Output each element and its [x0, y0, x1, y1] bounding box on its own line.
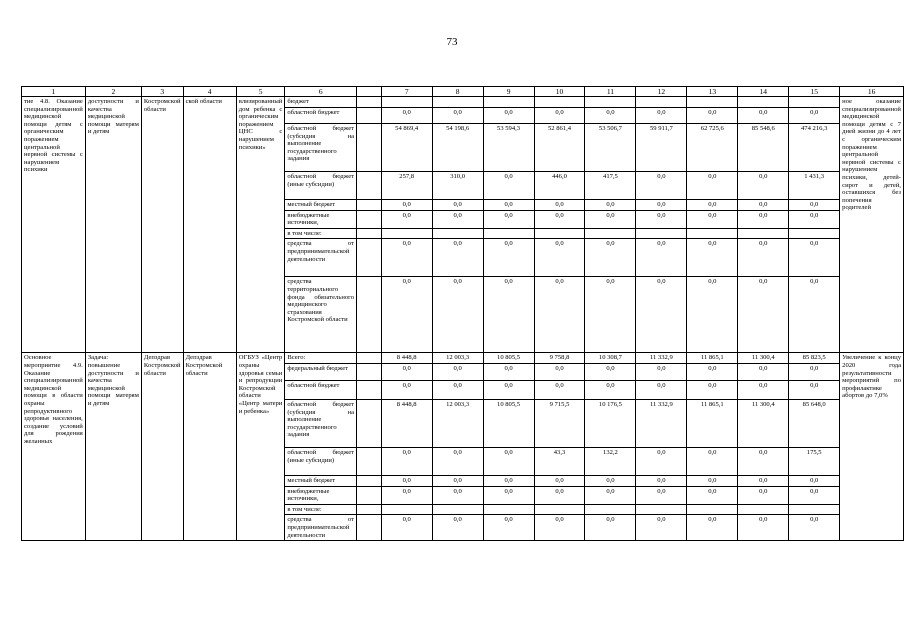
value-cell: 10 805,5: [483, 399, 534, 447]
value-cell: 0,0: [483, 239, 534, 277]
blank-cell: [357, 239, 382, 277]
header-cell: 4: [183, 87, 236, 97]
table-row: [22, 97, 904, 108]
block-4-8: [22, 97, 904, 353]
value-cell: [738, 97, 789, 108]
event-name-cell: Основное мероприятие 4.9. Оказание специализированной медицинской помощи в области охраны репродуктивного здоровья населения, создание условий для рождения желанных: [22, 353, 86, 541]
value-cell: 0,0: [636, 380, 687, 399]
value-cell: [636, 504, 687, 515]
value-cell: 0,0: [738, 172, 789, 200]
blank-cell: [357, 380, 382, 399]
value-cell: 0,0: [738, 200, 789, 211]
institution-cell: ОГБУЗ «Центр охраны здоровья семьи и репродукции Костромской области «Центр матери и ребенка»: [236, 353, 285, 541]
funding-source-label: федеральный бюджет: [285, 363, 357, 380]
value-cell: 0,0: [534, 200, 585, 211]
value-cell: 0,0: [738, 239, 789, 277]
value-cell: 0,0: [585, 210, 636, 228]
page-number: 73: [446, 36, 458, 48]
blank-cell: [357, 475, 382, 486]
blank-cell: [357, 277, 382, 353]
value-cell: 0,0: [687, 475, 738, 486]
value-cell: 0,0: [534, 239, 585, 277]
value-cell: 0,0: [687, 486, 738, 504]
value-cell: 52 861,4: [534, 124, 585, 172]
funding-source-label: средства территориального фонда обязательного медицинского страхования Костромской области: [285, 277, 357, 353]
blank-cell: [357, 399, 382, 447]
blank-cell: [357, 124, 382, 172]
value-cell: 0,0: [585, 475, 636, 486]
value-cell: [789, 504, 840, 515]
value-cell: 11 865,1: [687, 353, 738, 364]
coexecutor-cell: Депздрав Костромской области: [183, 353, 236, 541]
value-cell: [636, 97, 687, 108]
value-cell: 0,0: [585, 486, 636, 504]
value-cell: 0,0: [483, 277, 534, 353]
value-cell: 11 865,1: [687, 399, 738, 447]
value-cell: 0,0: [789, 515, 840, 541]
value-cell: 0,0: [738, 447, 789, 475]
funding-source-label: в том числе:: [285, 504, 357, 515]
value-cell: 11 332,9: [636, 399, 687, 447]
value-cell: 0,0: [687, 363, 738, 380]
value-cell: 10 308,7: [585, 353, 636, 364]
header-cell: 12: [636, 87, 687, 97]
blank-cell: [357, 486, 382, 504]
value-cell: 10 805,5: [483, 353, 534, 364]
header-cell: 7: [381, 87, 432, 97]
value-cell: 0,0: [789, 239, 840, 277]
value-cell: 0,0: [636, 210, 687, 228]
value-cell: [381, 97, 432, 108]
responsible-cell: Депздрав Костромской области: [141, 353, 183, 541]
value-cell: 0,0: [738, 486, 789, 504]
value-cell: 0,0: [738, 475, 789, 486]
value-cell: 43,3: [534, 447, 585, 475]
value-cell: 0,0: [738, 515, 789, 541]
funding-source-label: в том числе:: [285, 228, 357, 239]
value-cell: 257,8: [381, 172, 432, 200]
value-cell: 0,0: [381, 475, 432, 486]
header-cell: 6: [285, 87, 357, 97]
value-cell: 9 758,8: [534, 353, 585, 364]
funding-source-label: областной бюджет (иные субсидии): [285, 447, 357, 475]
value-cell: [585, 97, 636, 108]
value-cell: 0,0: [738, 380, 789, 399]
value-cell: 0,0: [381, 515, 432, 541]
value-cell: 11 332,9: [636, 353, 687, 364]
header-cell: 8: [432, 87, 483, 97]
result-cell: ное оказание специализированной медицинской помощи детям с 7 дней жизни до 4 лет с органическим поражением центральной нервной системы с нарушением психики, детей-сирот и детей, оставшихся без попечения родителей: [840, 97, 904, 353]
value-cell: 0,0: [789, 200, 840, 211]
value-cell: 0,0: [636, 486, 687, 504]
value-cell: 53 506,7: [585, 124, 636, 172]
value-cell: 0,0: [585, 239, 636, 277]
funding-source-label: средства от предпринимательской деятельности: [285, 239, 357, 277]
header-cell: 5: [236, 87, 285, 97]
value-cell: 0,0: [636, 475, 687, 486]
funding-source-label: местный бюджет: [285, 475, 357, 486]
funding-source-label: бюджет: [285, 97, 357, 108]
responsible-cell: Костромской области: [141, 97, 183, 353]
value-cell: [432, 97, 483, 108]
value-cell: [585, 228, 636, 239]
value-cell: 85 548,6: [738, 124, 789, 172]
value-cell: 12 003,3: [432, 353, 483, 364]
value-cell: 0,0: [687, 515, 738, 541]
value-cell: 0,0: [432, 380, 483, 399]
value-cell: 0,0: [687, 239, 738, 277]
value-cell: 0,0: [432, 210, 483, 228]
value-cell: 0,0: [687, 108, 738, 124]
value-cell: 0,0: [789, 277, 840, 353]
value-cell: 0,0: [636, 447, 687, 475]
value-cell: 0,0: [738, 277, 789, 353]
value-cell: [585, 504, 636, 515]
value-cell: 0,0: [789, 380, 840, 399]
value-cell: 175,5: [789, 447, 840, 475]
value-cell: 0,0: [483, 108, 534, 124]
value-cell: [687, 504, 738, 515]
header-cell: 14: [738, 87, 789, 97]
funding-source-label: областной бюджет (субсидия на выполнение государственного задания: [285, 124, 357, 172]
value-cell: 11 300,4: [738, 353, 789, 364]
institution-cell: влизированный дом ребенка с органическим поражением ЦНС с нарушением психики»: [236, 97, 285, 353]
value-cell: 59 911,7: [636, 124, 687, 172]
value-cell: 0,0: [432, 200, 483, 211]
block-4-9: [22, 353, 904, 541]
header-cell: 1: [22, 87, 86, 97]
value-cell: [381, 228, 432, 239]
program-table: [21, 86, 904, 541]
value-cell: 0,0: [381, 363, 432, 380]
value-cell: [687, 97, 738, 108]
value-cell: 54 198,6: [432, 124, 483, 172]
funding-source-label: областной бюджет (иные субсидии): [285, 172, 357, 200]
value-cell: 0,0: [789, 363, 840, 380]
value-cell: 0,0: [381, 239, 432, 277]
value-cell: 0,0: [738, 210, 789, 228]
value-cell: [738, 228, 789, 239]
value-cell: [789, 97, 840, 108]
header-row: [22, 87, 904, 97]
funding-source-label: областной бюджет: [285, 108, 357, 124]
value-cell: 85 823,5: [789, 353, 840, 364]
value-cell: 0,0: [585, 200, 636, 211]
value-cell: 0,0: [789, 210, 840, 228]
value-cell: 0,0: [636, 172, 687, 200]
funding-source-label: областной бюджет (субсидия на выполнение государственного задания: [285, 399, 357, 447]
value-cell: 0,0: [636, 277, 687, 353]
value-cell: 0,0: [687, 277, 738, 353]
value-cell: 0,0: [585, 515, 636, 541]
blank-cell: [357, 228, 382, 239]
value-cell: 0,0: [789, 108, 840, 124]
value-cell: 9 715,5: [534, 399, 585, 447]
value-cell: 0,0: [483, 210, 534, 228]
funding-source-label: Всего:: [285, 353, 357, 364]
value-cell: [534, 97, 585, 108]
value-cell: 0,0: [534, 486, 585, 504]
blank-cell: [357, 172, 382, 200]
value-cell: 53 594,3: [483, 124, 534, 172]
table-row: [22, 353, 904, 364]
header-cell: 2: [85, 87, 141, 97]
funding-source-label: областной бюджет: [285, 380, 357, 399]
task-cell: доступности и качества медицинской помощи матерям и детям: [85, 97, 141, 353]
blank-cell: [357, 447, 382, 475]
value-cell: 0,0: [483, 475, 534, 486]
value-cell: 0,0: [789, 475, 840, 486]
value-cell: 0,0: [738, 108, 789, 124]
value-cell: 0,0: [687, 380, 738, 399]
header-cell: 10: [534, 87, 585, 97]
blank-cell: [357, 200, 382, 211]
blank-cell: [357, 504, 382, 515]
value-cell: 0,0: [381, 200, 432, 211]
header-cell: 15: [789, 87, 840, 97]
value-cell: 0,0: [534, 515, 585, 541]
value-cell: 62 725,6: [687, 124, 738, 172]
funding-source-label: внебюджетные источники,: [285, 486, 357, 504]
value-cell: 0,0: [432, 277, 483, 353]
value-cell: 11 300,4: [738, 399, 789, 447]
value-cell: 0,0: [483, 486, 534, 504]
value-cell: 0,0: [432, 108, 483, 124]
header-cell: 11: [585, 87, 636, 97]
value-cell: [483, 504, 534, 515]
header-cell: 3: [141, 87, 183, 97]
value-cell: 12 003,3: [432, 399, 483, 447]
value-cell: 1 431,3: [789, 172, 840, 200]
value-cell: 310,0: [432, 172, 483, 200]
value-cell: [534, 228, 585, 239]
value-cell: 0,0: [381, 277, 432, 353]
value-cell: 0,0: [585, 380, 636, 399]
value-cell: 0,0: [687, 200, 738, 211]
value-cell: 0,0: [432, 239, 483, 277]
value-cell: 0,0: [636, 200, 687, 211]
value-cell: 0,0: [636, 515, 687, 541]
value-cell: 0,0: [381, 108, 432, 124]
value-cell: [381, 504, 432, 515]
blank-cell: [357, 108, 382, 124]
value-cell: 0,0: [483, 515, 534, 541]
value-cell: 0,0: [585, 363, 636, 380]
value-cell: 0,0: [381, 447, 432, 475]
value-cell: 0,0: [483, 380, 534, 399]
value-cell: 8 448,8: [381, 399, 432, 447]
value-cell: 0,0: [636, 363, 687, 380]
value-cell: [483, 228, 534, 239]
value-cell: 0,0: [483, 172, 534, 200]
task-cell: Задача: повышение доступности и качества медицинской помощи матерям и детям: [85, 353, 141, 541]
value-cell: 0,0: [585, 108, 636, 124]
value-cell: 0,0: [432, 475, 483, 486]
value-cell: 0,0: [432, 515, 483, 541]
value-cell: [636, 228, 687, 239]
result-cell: Увеличение к концу 2020 года результативности мероприятий по профилактике абортов до 7,0%: [840, 353, 904, 541]
value-cell: 0,0: [483, 200, 534, 211]
funding-source-label: местный бюджет: [285, 200, 357, 211]
value-cell: 0,0: [789, 486, 840, 504]
value-cell: 0,0: [381, 380, 432, 399]
value-cell: 474 216,3: [789, 124, 840, 172]
value-cell: 0,0: [687, 210, 738, 228]
value-cell: 54 869,4: [381, 124, 432, 172]
value-cell: 0,0: [687, 172, 738, 200]
value-cell: 85 648,0: [789, 399, 840, 447]
blank-cell: [357, 210, 382, 228]
value-cell: 417,5: [585, 172, 636, 200]
value-cell: 446,0: [534, 172, 585, 200]
value-cell: 10 176,5: [585, 399, 636, 447]
value-cell: 0,0: [534, 277, 585, 353]
value-cell: [432, 504, 483, 515]
value-cell: 0,0: [534, 380, 585, 399]
coexecutor-cell: ской области: [183, 97, 236, 353]
blank-cell: [357, 515, 382, 541]
header-cell: 9: [483, 87, 534, 97]
value-cell: [789, 228, 840, 239]
event-name-cell: тие 4.8. Оказание специализированной медицинской помощи детям с органическим поражением центральной нервной системы с нарушением психики: [22, 97, 86, 353]
header-cell: [357, 87, 382, 97]
value-cell: [534, 504, 585, 515]
value-cell: 0,0: [432, 486, 483, 504]
value-cell: 0,0: [432, 363, 483, 380]
value-cell: 0,0: [687, 447, 738, 475]
value-cell: 0,0: [432, 447, 483, 475]
value-cell: [483, 97, 534, 108]
header-cell: 13: [687, 87, 738, 97]
value-cell: 0,0: [534, 363, 585, 380]
value-cell: 0,0: [585, 277, 636, 353]
value-cell: 0,0: [483, 447, 534, 475]
value-cell: 0,0: [534, 210, 585, 228]
value-cell: [738, 504, 789, 515]
funding-source-label: средства от предпринимательской деятельности: [285, 515, 357, 541]
value-cell: 0,0: [636, 239, 687, 277]
header-cell: 16: [840, 87, 904, 97]
value-cell: 8 448,8: [381, 353, 432, 364]
value-cell: 0,0: [381, 486, 432, 504]
blank-cell: [357, 97, 382, 108]
blank-cell: [357, 353, 382, 364]
value-cell: 0,0: [534, 108, 585, 124]
value-cell: 0,0: [636, 108, 687, 124]
funding-source-label: внебюджетные источники,: [285, 210, 357, 228]
value-cell: [687, 228, 738, 239]
value-cell: 0,0: [534, 475, 585, 486]
value-cell: 0,0: [381, 210, 432, 228]
blank-cell: [357, 363, 382, 380]
value-cell: 132,2: [585, 447, 636, 475]
value-cell: 0,0: [483, 363, 534, 380]
value-cell: [432, 228, 483, 239]
value-cell: 0,0: [738, 363, 789, 380]
